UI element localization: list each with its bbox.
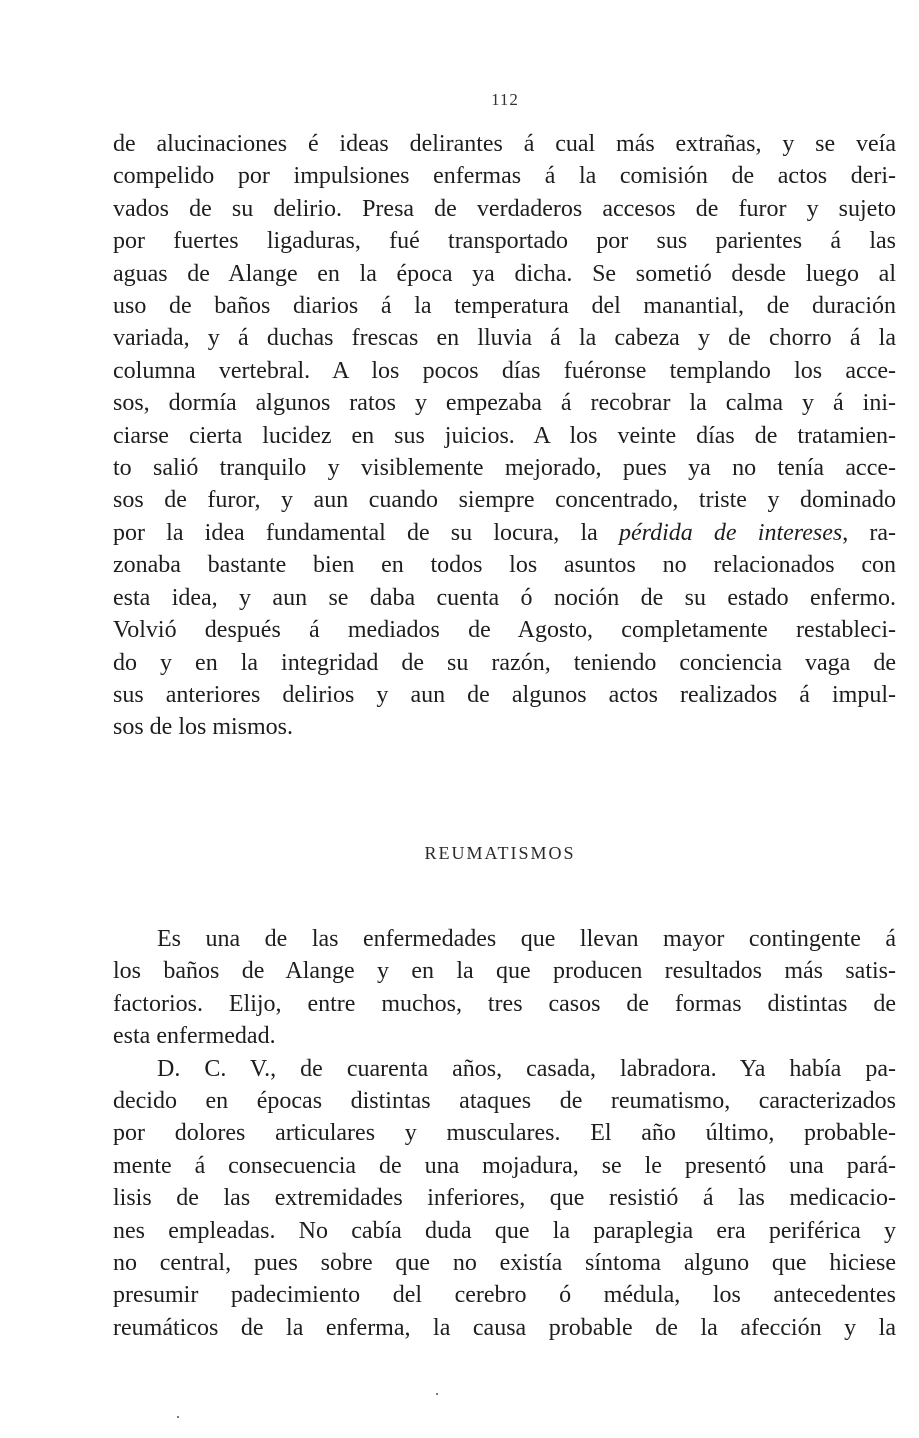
text-line: mente á consecuencia de una mojadura, se le presentó una pará- — [113, 1152, 896, 1179]
text-line: nes empleadas. No cabía duda que la paraplegia era periférica y — [113, 1217, 896, 1244]
italic-phrase: pérdida de intereses — [618, 519, 843, 546]
text-line: ciarse cierta lucidez en sus juicios. A los veinte días de tratamien- — [113, 422, 896, 449]
text-line: no central, pues sobre que no existía síntoma alguno que hiciese — [113, 1250, 896, 1277]
text-line: D. C. V., de cuarenta años, casada, labradora. Ya había pa- — [157, 1055, 896, 1082]
text-line: columna vertebral. A los pocos días fuéronse templando los acce- — [113, 357, 896, 384]
text-line: compelido por impulsiones enfermas á la comisión de actos deri- — [113, 163, 896, 190]
text-line: vados de su delirio. Presa de verdaderos accesos de furor y sujeto — [113, 195, 896, 222]
text-line: lisis de las extremidades inferiores, que resistió á las medicacio- — [113, 1185, 896, 1212]
text-line: sos de furor, y aun cuando siempre concentrado, triste y dominado — [113, 487, 896, 514]
text-line: esta enfermedad. — [113, 1023, 276, 1050]
section-heading: REUMATISMOS — [424, 843, 576, 863]
text-line: por fuertes ligaduras, fué transportado por sus parientes á las — [113, 228, 896, 255]
text-line: reumáticos de la enferma, la causa probable de la afección y la — [113, 1314, 896, 1341]
text-line: sus anteriores delirios y aun de algunos actos realizados á impul- — [113, 681, 896, 708]
text-line: sos, dormía algunos ratos y empezaba á recobrar la calma y á ini- — [113, 390, 896, 417]
text-segment: por la idea fundamental de su locura, la — [113, 519, 619, 546]
page-number: 112 — [491, 90, 519, 109]
text-line: de alucinaciones é ideas delirantes á cual más extrañas, y se veía — [113, 131, 896, 157]
text-line: Volvió después á mediados de Agosto, completamente restableci- — [113, 617, 896, 644]
text-line: decido en épocas distintas ataques de reumatismo, caracterizados — [113, 1088, 896, 1115]
text-line: por dolores articulares y musculares. El año último, probable- — [113, 1120, 896, 1147]
text-line: do y en la integridad de su razón, teniendo conciencia vaga de — [113, 649, 896, 676]
ink-speck — [177, 1416, 179, 1418]
text-line: esta idea, y aun se daba cuenta ó noción de su estado enfermo. — [113, 584, 896, 611]
paragraph-rheumatism — [113, 923, 896, 1344]
text-line: sos de los mismos. — [113, 714, 294, 741]
paragraph-case-delirium — [113, 128, 896, 744]
ink-speck — [436, 1393, 438, 1395]
text-line: uso de baños diarios á la temperatura del manantial, de duración — [113, 293, 896, 320]
text-line: los baños de Alange y en la que producen resultados más satis- — [113, 958, 896, 985]
text-line: zonaba bastante bien en todos los asuntos no relacionados con — [113, 552, 896, 579]
text-line: Es una de las enfermedades que llevan mayor contingente á — [157, 926, 896, 952]
text-segment: , ra- — [842, 519, 897, 546]
text-line: aguas de Alange en la época ya dicha. Se sometió desde luego al — [113, 260, 896, 287]
text-line-with-italic — [113, 517, 896, 549]
text-line: to salió tranquilo y visiblemente mejorado, pues ya no tenía acce- — [113, 455, 896, 482]
text-line: variada, y á duchas frescas en lluvia á la cabeza y de chorro á la — [113, 325, 896, 352]
text-line: presumir padecimiento del cerebro ó médula, los antecedentes — [113, 1282, 896, 1309]
text-line: factorios. Elijo, entre muchos, tres casos de formas distintas de — [113, 990, 896, 1017]
